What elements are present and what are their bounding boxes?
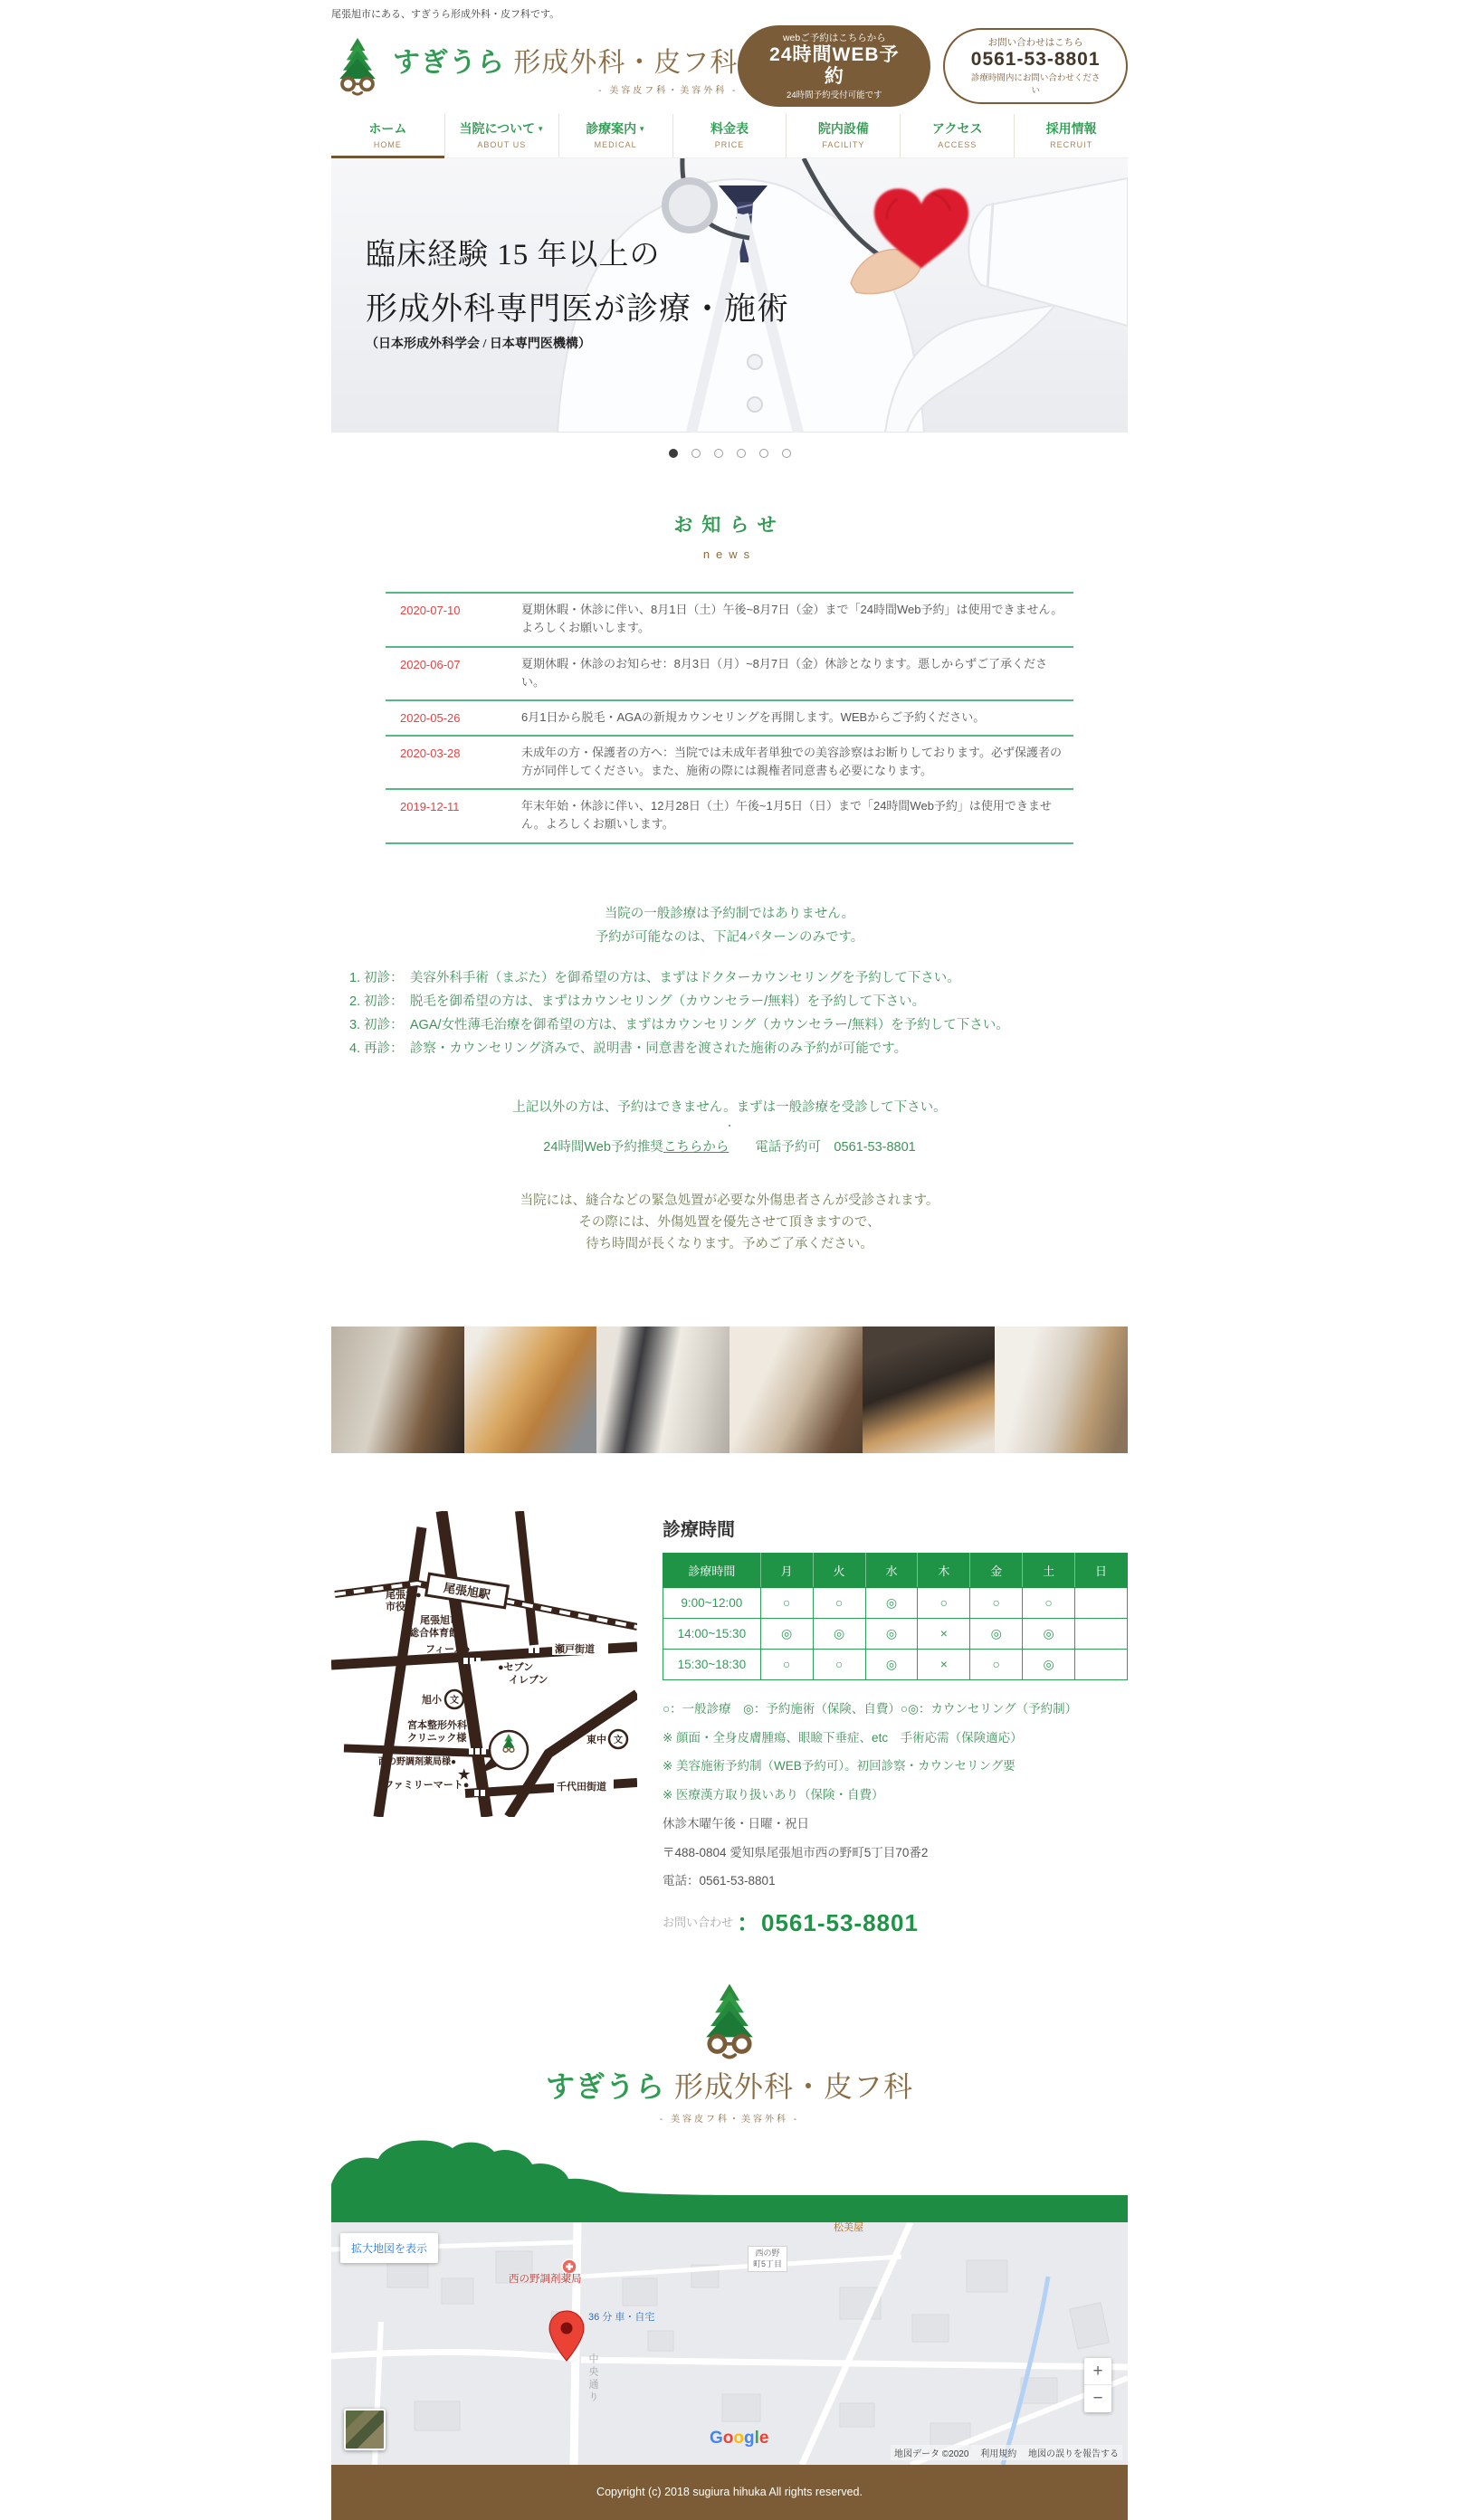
carousel-dot-3[interactable]	[714, 449, 723, 458]
clinic-photo	[995, 1327, 1128, 1453]
clinic-photo	[863, 1327, 996, 1453]
svg-text:総合体育館●: 総合体育館●	[409, 1627, 465, 1639]
hero-carousel	[331, 158, 1128, 433]
hours-note2: ※ 美容施術予約制（WEB予約可）。初回診察・カウンセリング要	[663, 1759, 1016, 1774]
news-text: 夏期休暇・休診のお知らせ：8月3日（月）~8月7日（金）休診となります。悪しからずご了承ください。	[521, 656, 1048, 689]
carousel-dot-4[interactable]	[737, 449, 746, 458]
site-logo[interactable]	[331, 36, 738, 96]
logo-name-green: すぎうら	[393, 48, 505, 79]
phone-top: お問い合わせはこちら	[987, 37, 1083, 49]
map-label-asahi-school: 旭小	[422, 1694, 442, 1706]
map-label-cityhall: 尾張旭●	[386, 1589, 422, 1601]
tiny-dot: ・	[725, 1122, 734, 1133]
map-label-higashi-school: 東中	[586, 1734, 606, 1745]
map-label-chiyoda-road: 千代田街道	[557, 1781, 606, 1793]
news-row	[386, 646, 1073, 699]
news-date: 2020-03-28	[400, 746, 461, 760]
nav-item-recruit[interactable]: 採用情報 RECRUIT	[1014, 114, 1128, 157]
hours-row-morning: 9:00~12:00 ○ ○ ◎ ○ ○ ○	[663, 1587, 1128, 1618]
web-reserve-bottom: 24時間予約受付可能です	[787, 90, 882, 101]
hours-legend: ○：一般診療 ◎：予約施術（保険、自費）○◎：カウンセリング（予約制）	[663, 1701, 1078, 1716]
map-label-pharmacy: 西の野調剤薬局様●	[378, 1756, 457, 1767]
footer-name-brown: 形成外科・皮フ科	[673, 2069, 913, 2103]
footer-name-green: すぎうら	[546, 2069, 666, 2103]
reservation-info	[331, 902, 1128, 1256]
map-pharmacy-label[interactable]: 西の野調剤薬局	[509, 2273, 582, 2285]
svg-text:文: 文	[614, 1735, 623, 1745]
copyright-bar	[331, 2465, 1128, 2520]
map-label-familymart: ファミリーマート●	[384, 1779, 470, 1791]
contact-phone[interactable]: ：0561-53-8801	[737, 1908, 919, 1936]
web-reserve-line: 24時間Web予約推奨こちらから 電話予約可 0561-53-8801	[543, 1140, 916, 1155]
news-date: 2020-07-10	[400, 604, 461, 618]
news-text: 6月1日から脱毛・AGAの新規カウンセリングを再開します。WEBからご予約ください。	[521, 709, 986, 724]
hours-panel	[663, 1511, 1128, 1938]
google-map[interactable]	[331, 2222, 1128, 2465]
expand-map-button[interactable]: 拡大地図を表示	[340, 2233, 438, 2263]
hours-section	[331, 1511, 1128, 1938]
reserve-intro2: 予約が可能なのは、下記4パターンのみです。	[595, 930, 864, 946]
reserve-pattern-2: 2. 初診： 脱毛を御希望の方は、まずはカウンセリング（カウンセラー/無料）を予約して下さい。	[349, 994, 926, 1010]
hours-note1: ※ 顔面・全身皮膚腫瘍、眼瞼下垂症、etc 手術応需（保険適応）	[663, 1730, 1023, 1745]
news-row	[386, 699, 1073, 735]
chevron-down-icon: ▼	[537, 125, 545, 134]
svg-text:市役所: 市役所	[386, 1601, 415, 1612]
clinic-photo	[596, 1327, 730, 1453]
logo-name-brown: 形成外科・皮フ科	[513, 48, 739, 79]
phone-bottom: 診療時間内にお問い合わせください	[970, 73, 1101, 97]
news-subtitle: news	[702, 547, 757, 562]
map-zoom-control	[1084, 2358, 1111, 2412]
news-row	[386, 735, 1073, 788]
site-tagline: 尾張旭市にある、すぎうら形成外科・皮フ科です。	[331, 9, 560, 20]
footer-logo[interactable]	[331, 1982, 1128, 2125]
carousel-dot-2[interactable]	[691, 449, 701, 458]
closed-days: 休診木曜午後・日曜・祝日	[663, 1816, 809, 1831]
footer-logo-subtitle: - 美容皮フ科・美容外科 -	[659, 2114, 800, 2125]
reserve-pattern-4: 4. 再診： 診察・カウンセリング済みで、説明書・同意書を渡された施術のみ予約が可能です。	[349, 1041, 908, 1057]
green-cloud-decoration	[331, 2139, 1128, 2222]
hours-row-late-afternoon: 15:30~18:30 ○ ○ ◎ × ○ ◎	[663, 1649, 1128, 1679]
map-poi-orange[interactable]: 松美屋	[834, 2221, 863, 2233]
carousel-dot-6[interactable]	[782, 449, 791, 458]
hero-caption	[366, 231, 789, 352]
news-text: 未成年の方・保護者の方へ：当院では未成年者単独での美容診察はお断りしております。必ず保護者の方が同伴してください。また、施術の際には親権者同意書も必要になります。	[521, 745, 1062, 778]
news-section	[331, 510, 1128, 843]
logo-text	[393, 40, 738, 96]
clinic-photo	[730, 1327, 863, 1453]
hours-header-time: 診療時間	[663, 1553, 761, 1587]
clinic-photo	[331, 1327, 464, 1453]
news-title: お知らせ	[673, 515, 786, 537]
map-attribution	[891, 2445, 1122, 2460]
hero-title-line2: 形成外科専門医が診療・施術	[366, 291, 790, 328]
map-label-miyamoto-clinic: 宮本整形外科●	[407, 1719, 473, 1731]
tree-logo-icon	[695, 1982, 764, 2059]
header	[331, 24, 1128, 114]
clinic-address: 〒488-0804 愛知県尾張旭市西の野町5丁目70番2	[663, 1845, 929, 1859]
hero-note: （日本形成外科学会 / 日本専門医機構）	[366, 338, 591, 352]
web-reserve-link[interactable]: こちらから	[663, 1140, 730, 1155]
tree-logo-icon	[331, 36, 384, 96]
zoom-out-button[interactable]: −	[1092, 2388, 1103, 2408]
access-illustrated-map	[331, 1511, 637, 1817]
news-list	[386, 592, 1073, 843]
chevron-down-icon: ▼	[638, 125, 646, 134]
google-logo[interactable]: Google	[710, 2428, 769, 2448]
carousel-dot-5[interactable]	[759, 449, 768, 458]
hero-title-line1: 臨床経験 15 年以上の	[366, 239, 661, 272]
news-text: 年末年始・休診に伴い、12月28日（土）午後~1月5日（日）まで「24時間Web予約」は使用できません。よろしくお願いします。	[521, 799, 1052, 832]
map-place-label[interactable]: 36 分 車・自宅	[588, 2311, 655, 2323]
svg-text:クリニック様: クリニック様	[407, 1732, 467, 1744]
contact-label: お問い合わせ	[663, 1915, 734, 1929]
phone-button[interactable]	[943, 28, 1128, 104]
nav-item-access[interactable]: アクセス ACCESS	[900, 114, 1014, 157]
carousel-dots	[331, 449, 1128, 458]
hours-notes-green	[663, 1695, 1128, 1810]
school-mark: 文	[450, 1695, 459, 1706]
map-label-station: 尾張旭駅	[443, 1580, 491, 1602]
nav-item-medical[interactable]: 診療案内 ▼ MEDICAL	[558, 114, 672, 157]
nav-item-price[interactable]: 料金表 PRICE	[672, 114, 787, 157]
news-row	[386, 592, 1073, 645]
reserve-pattern-list	[349, 966, 1128, 1060]
report-error-link[interactable]: 地図の誤りを報告する	[1028, 2449, 1119, 2459]
copyright-text: Copyright (c) 2018 sugiura hihuka All rights reserved.	[596, 2486, 863, 2499]
web-reserve-button[interactable]	[738, 25, 930, 107]
map-label-gym: 尾張旭市	[420, 1614, 460, 1626]
logo-subtitle: - 美容皮フ科・美容外科 -	[598, 86, 739, 97]
news-date: 2019-12-11	[400, 800, 460, 814]
web-reserve-top: webご予約はこちらから	[782, 33, 886, 43]
hours-note3: ※ 医療漢方取り扱いあり（保険・自費）	[663, 1788, 884, 1802]
nav-item-about[interactable]: 当院について ▼ ABOUT US	[444, 114, 558, 157]
reserve-pattern-1: 1. 初診： 美容外科手術（まぶた）を御希望の方は、まずはドクターカウンセリングを予約して下さい。	[349, 971, 960, 986]
news-date: 2020-06-07	[400, 657, 461, 671]
hours-notes-gray	[663, 1810, 1128, 1896]
map-footer	[331, 2139, 1128, 2520]
news-text: 夏期休暇・休診に伴い、8月1日（土）午後~8月7日（金）まで「24時間Web予約」は使用できません。よろしくお願いします。	[521, 603, 1063, 635]
map-label-feel: フィール●	[425, 1643, 471, 1655]
nav-item-home[interactable]: ホーム HOME	[331, 114, 444, 157]
hours-title: 診療時間	[663, 1519, 735, 1540]
page	[331, 0, 1128, 2520]
svg-text:イレブン: イレブン	[509, 1674, 548, 1686]
phone-number: 0561-53-8801	[970, 49, 1101, 71]
header-buttons	[738, 25, 1128, 107]
map-label-seto-road: 瀬戸街道	[555, 1643, 595, 1655]
map-data-credit: 地図データ ©2020	[894, 2449, 969, 2459]
satellite-view-toggle[interactable]	[344, 2409, 386, 2450]
reserve-note: 上記以外の方は、予約はできません。まずは一般診療を受診して下さい。	[512, 1099, 947, 1115]
map-road-label: 中央通り	[587, 2353, 598, 2404]
main-nav	[331, 114, 1128, 158]
news-date: 2020-05-26	[400, 710, 461, 725]
terms-link[interactable]: 利用規約	[980, 2449, 1017, 2459]
map-label-seven-eleven: ●セブン	[498, 1661, 534, 1673]
emergency-notice: 当院には、縫合などの緊急処置が必要な外傷患者さんが受診されます。 その際には、外傷処置を優先させて頂きますので、 待ち時間が長くなります。予めご了承ください。	[520, 1193, 939, 1252]
clinic-photo-gallery	[331, 1327, 1128, 1453]
news-row	[386, 788, 1073, 843]
hours-row-early-afternoon: 14:00~15:30 ◎ ◎ ◎ × ◎ ◎	[663, 1618, 1128, 1649]
web-reserve-main: 24時間WEB予約	[769, 44, 900, 88]
reserve-pattern-3: 3. 初診： AGA/女性薄毛治療を御希望の方は、まずはカウンセリング（カウンセラー/無料）を予約して下さい。	[349, 1018, 1009, 1033]
hours-table: 診療時間 月 火 水 木 金 土 日 9:00~12:00 ○ ○ ◎ ○ ○ ○ 14:00~15:30 ◎ ◎ ◎ × ◎ ◎ 15:30~18:30 ○ ○ ◎ × ○ ◎	[663, 1553, 1128, 1680]
zoom-in-button[interactable]: +	[1084, 2358, 1111, 2385]
clinic-tel: 電話：0561-53-8801	[663, 1874, 776, 1888]
carousel-dot-1[interactable]	[669, 449, 678, 458]
reserve-intro1: 当院の一般診療は予約制ではありません。	[604, 906, 855, 921]
map-star-marker: ★	[458, 1766, 471, 1783]
clinic-photo	[464, 1327, 597, 1453]
map-district-label: 西の野 町5丁目	[748, 2246, 787, 2272]
nav-item-facility[interactable]: 院内設備 FACILITY	[786, 114, 900, 157]
contact-line	[663, 1905, 1128, 1938]
